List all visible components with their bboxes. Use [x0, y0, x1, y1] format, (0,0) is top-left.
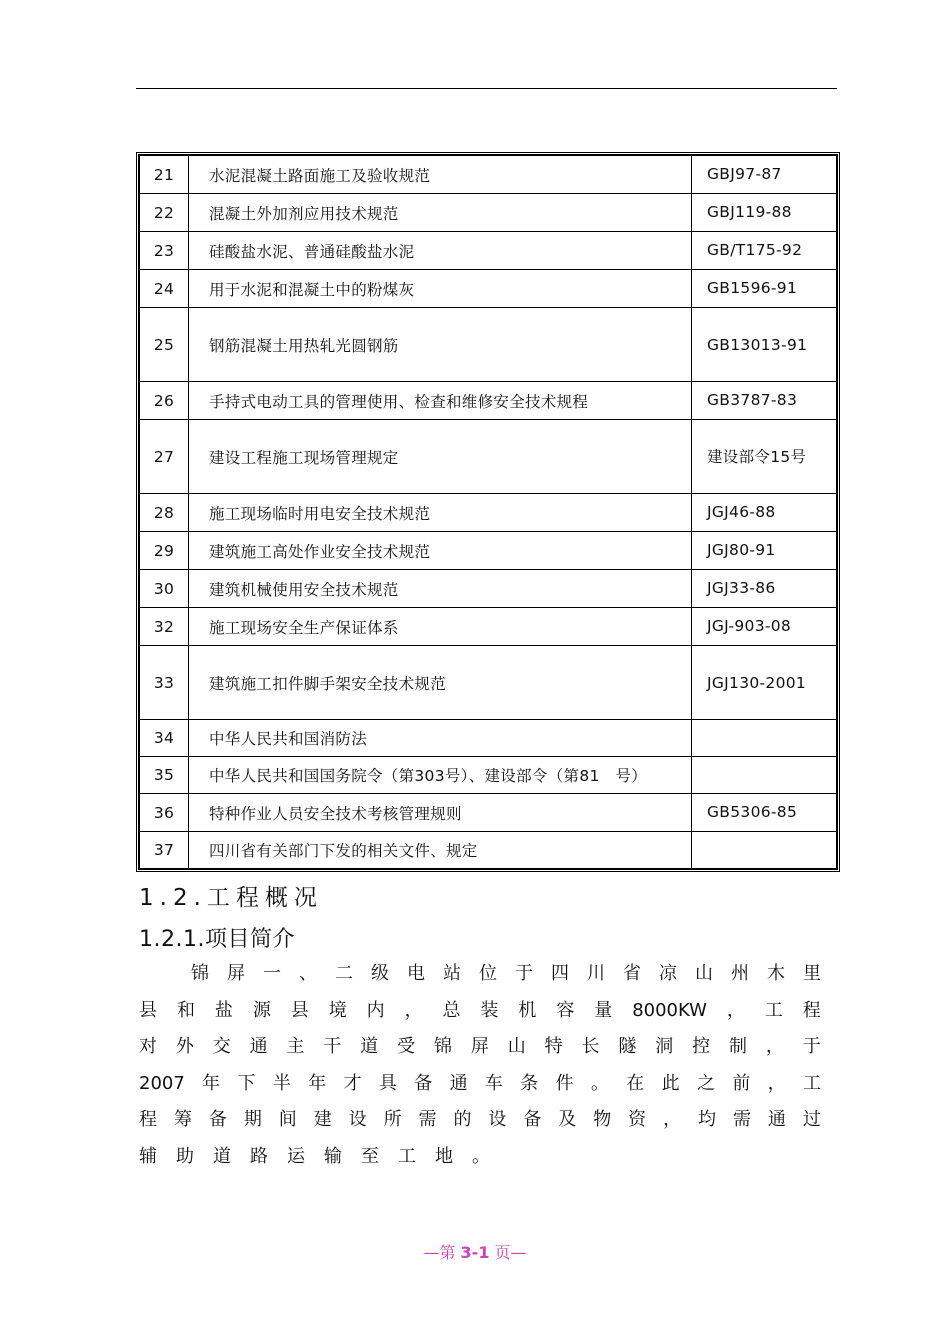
- standard-name: 建设工程施工现场管理规定: [189, 420, 692, 494]
- paragraph-token: 备: [414, 1072, 433, 1094]
- paragraph-token: 条: [520, 1072, 539, 1094]
- paragraph-token: 对: [139, 1036, 157, 1057]
- row-number: 28: [140, 494, 189, 532]
- paragraph-token: 长: [581, 1036, 600, 1057]
- row-number: 21: [140, 156, 189, 194]
- standard-code: GBJ97-87: [692, 156, 837, 194]
- table-row: [140, 382, 837, 420]
- standard-code: JGJ130-2001: [692, 646, 837, 720]
- paragraph-token: 、: [299, 963, 317, 984]
- paragraph-token: 程: [139, 1109, 157, 1130]
- paragraph-token: 年: [202, 1072, 221, 1094]
- table-row: [140, 156, 837, 194]
- table-row: [140, 532, 837, 570]
- paragraph-token: ，: [765, 1036, 784, 1057]
- footer-suffix: 页—: [489, 1243, 527, 1262]
- paragraph-token: 交: [212, 1036, 231, 1057]
- paragraph-token: 工: [803, 1072, 821, 1094]
- paragraph-token: 期: [243, 1109, 262, 1130]
- paragraph-line: [139, 1102, 821, 1139]
- paragraph-token: 道: [213, 1145, 231, 1167]
- paragraph-token: 受: [397, 1036, 416, 1057]
- paragraph-token: 装: [480, 999, 499, 1021]
- standard-name: 用于水泥和混凝土中的粉煤灰: [189, 270, 692, 308]
- row-number: 24: [140, 270, 189, 308]
- standard-name: 建筑施工扣件脚手架安全技术规范: [189, 646, 692, 720]
- paragraph-token: 所: [383, 1109, 402, 1130]
- standard-name: 四川省有关部门下发的相关文件、规定: [189, 832, 692, 869]
- standard-code: 建设部令15号: [692, 420, 837, 494]
- paragraph-token: 之: [696, 1072, 715, 1094]
- table-row: [140, 832, 837, 869]
- paragraph-token: 设: [348, 1109, 367, 1130]
- standard-name: 建筑机械使用安全技术规范: [189, 570, 692, 608]
- paragraph-token: 锦: [191, 963, 209, 984]
- standard-code: [692, 832, 837, 869]
- paragraph-token: 年: [308, 1072, 327, 1094]
- paragraph-token: 凉: [659, 963, 677, 984]
- table-row: [140, 420, 837, 494]
- table-row: [140, 720, 837, 757]
- paragraph-token: 备: [523, 1109, 542, 1130]
- paragraph-token: 程: [802, 999, 821, 1021]
- standard-name: 建筑施工高处作业安全技术规范: [189, 532, 692, 570]
- standard-code: [692, 757, 837, 794]
- standard-code: GB3787-83: [692, 382, 837, 420]
- paragraph-token: 工: [398, 1145, 416, 1167]
- paragraph-line: [139, 993, 821, 1030]
- standard-code: GBJ119-88: [692, 194, 837, 232]
- paragraph-token: 设: [488, 1109, 507, 1130]
- paragraph-line: [139, 1139, 821, 1176]
- paragraph-token: 建: [313, 1109, 332, 1130]
- paragraph-token: 屏: [470, 1036, 489, 1057]
- table-row: [140, 646, 837, 720]
- paragraph-token: 的: [453, 1109, 472, 1130]
- page-footer: [0, 1240, 950, 1263]
- paragraph-token: 件: [555, 1072, 574, 1094]
- subsection-heading: 1.2.1.项目简介: [139, 927, 295, 952]
- paragraph-token: 前: [732, 1072, 751, 1094]
- footer-prefix: —第: [423, 1243, 461, 1262]
- paragraph-token: 山: [507, 1036, 526, 1057]
- standard-name: 硅酸盐水泥、普通硅酸盐水泥: [189, 232, 692, 270]
- paragraph-token: 盐: [214, 999, 233, 1021]
- paragraph-token: 四: [551, 963, 569, 984]
- row-number: 36: [140, 794, 189, 832]
- paragraph-token: 位: [479, 963, 497, 984]
- project-intro-paragraph: [139, 956, 821, 1175]
- paragraph-token: 木: [767, 963, 785, 984]
- paragraph-token: 2007: [139, 1072, 185, 1094]
- row-number: 26: [140, 382, 189, 420]
- standard-code: JGJ80-91: [692, 532, 837, 570]
- paragraph-token: 备: [208, 1109, 227, 1130]
- paragraph-token: 容: [556, 999, 575, 1021]
- paragraph-token: 屏: [227, 963, 245, 984]
- paragraph-token: 在: [626, 1072, 645, 1094]
- page-number: 3-1: [460, 1243, 490, 1262]
- paragraph-token: 机: [518, 999, 537, 1021]
- paragraph-token: 县: [139, 999, 157, 1021]
- paragraph-token: 量: [594, 999, 613, 1021]
- paragraph-token: 助: [176, 1145, 194, 1167]
- row-number: 32: [140, 608, 189, 646]
- paragraph-token: 具: [378, 1072, 397, 1094]
- paragraph-token: 源: [252, 999, 271, 1021]
- table-row: [140, 608, 837, 646]
- paragraph-token: 和: [176, 999, 195, 1021]
- paragraph-token: 。: [590, 1072, 609, 1094]
- header-rule: [136, 88, 837, 89]
- paragraph-token: 特: [544, 1036, 563, 1057]
- paragraph-token: 县: [290, 999, 309, 1021]
- standard-code: GB1596-91: [692, 270, 837, 308]
- row-number: 35: [140, 757, 189, 794]
- table-row: [140, 757, 837, 794]
- standards-table-body: [140, 156, 837, 869]
- paragraph-token: 隧: [618, 1036, 637, 1057]
- standard-code: GB13013-91: [692, 308, 837, 382]
- paragraph-line: [139, 1029, 821, 1066]
- paragraph-token: 通: [767, 1109, 786, 1130]
- paragraph-token: 一: [263, 963, 281, 984]
- paragraph-token: 二: [335, 963, 353, 984]
- paragraph-token: 辅: [139, 1145, 157, 1167]
- paragraph-token: 地: [435, 1145, 453, 1167]
- row-number: 34: [140, 720, 189, 757]
- paragraph-token: 运: [287, 1145, 305, 1167]
- paragraph-token: 过: [802, 1109, 821, 1130]
- table-row: [140, 794, 837, 832]
- paragraph-token: 及: [558, 1109, 577, 1130]
- standard-name: 特种作业人员安全技术考核管理规则: [189, 794, 692, 832]
- row-number: 23: [140, 232, 189, 270]
- row-number: 30: [140, 570, 189, 608]
- paragraph-token: 通: [449, 1072, 468, 1094]
- paragraph-token: ，: [726, 999, 745, 1021]
- standards-table: [136, 152, 840, 872]
- standard-name: 混凝土外加剂应用技术规范: [189, 194, 692, 232]
- standard-name: 手持式电动工具的管理使用、检查和维修安全技术规程: [189, 382, 692, 420]
- table-row: [140, 494, 837, 532]
- paragraph-token: 锦: [434, 1036, 452, 1057]
- paragraph-token: 车: [484, 1072, 503, 1094]
- paragraph-token: 制: [729, 1036, 747, 1057]
- paragraph-token: 均: [698, 1109, 716, 1130]
- standard-code: GB5306-85: [692, 794, 837, 832]
- paragraph-token: 资: [628, 1109, 647, 1130]
- paragraph-line: [139, 956, 821, 993]
- paragraph-token: 川: [587, 963, 605, 984]
- paragraph-token: 山: [695, 963, 713, 984]
- paragraph-token: 州: [731, 963, 749, 984]
- paragraph-token: 总: [442, 999, 461, 1021]
- paragraph-token: 8000KW: [632, 999, 707, 1021]
- standard-code: JGJ46-88: [692, 494, 837, 532]
- paragraph-token: 省: [623, 963, 641, 984]
- paragraph-token: 间: [278, 1109, 297, 1130]
- section-heading: 1.2.工程概况: [139, 885, 323, 911]
- paragraph-token: 道: [360, 1036, 379, 1057]
- paragraph-token: 才: [343, 1072, 362, 1094]
- row-number: 37: [140, 832, 189, 869]
- paragraph-token: 需: [732, 1109, 751, 1130]
- table-row: [140, 194, 837, 232]
- standard-name: 施工现场临时用电安全技术规范: [189, 494, 692, 532]
- paragraph-token: 境: [328, 999, 347, 1021]
- paragraph-token: 电: [407, 963, 425, 984]
- standard-code: JGJ33-86: [692, 570, 837, 608]
- paragraph-token: 控: [692, 1036, 711, 1057]
- paragraph-token: 输: [324, 1145, 342, 1167]
- paragraph-token: 外: [175, 1036, 194, 1057]
- standard-name: 施工现场安全生产保证体系: [189, 608, 692, 646]
- paragraph-token: 内: [366, 999, 385, 1021]
- paragraph-token: 半: [272, 1072, 291, 1094]
- standard-code: JGJ-903-08: [692, 608, 837, 646]
- table-row: [140, 232, 837, 270]
- paragraph-token: ，: [404, 999, 423, 1021]
- row-number: 27: [140, 420, 189, 494]
- paragraph-token: 干: [323, 1036, 342, 1057]
- paragraph-token: 洞: [655, 1036, 674, 1057]
- table-row: [140, 270, 837, 308]
- standard-name: 中华人民共和国消防法: [189, 720, 692, 757]
- paragraph-token: 通: [249, 1036, 268, 1057]
- paragraph-token: 至: [361, 1145, 379, 1167]
- standard-code: GB/T175-92: [692, 232, 837, 270]
- paragraph-token: 需: [418, 1109, 437, 1130]
- paragraph-token: 筹: [173, 1109, 192, 1130]
- paragraph-token: ，: [663, 1109, 682, 1130]
- paragraph-line: [139, 1066, 821, 1103]
- standard-name: 中华人民共和国国务院令（第303号）、建设部令（第81 号）: [189, 757, 692, 794]
- paragraph-token: 里: [803, 963, 821, 984]
- paragraph-token: 于: [802, 1036, 821, 1057]
- paragraph-token: ，: [767, 1072, 786, 1094]
- row-number: 29: [140, 532, 189, 570]
- table-row: [140, 308, 837, 382]
- paragraph-token: 于: [515, 963, 533, 984]
- row-number: 33: [140, 646, 189, 720]
- paragraph-token: 下: [237, 1072, 256, 1094]
- paragraph-token: 。: [472, 1145, 490, 1167]
- standard-code: [692, 720, 837, 757]
- paragraph-token: 此: [661, 1072, 680, 1094]
- paragraph-token: 级: [371, 963, 389, 984]
- paragraph-token: 工: [764, 999, 783, 1021]
- paragraph-token: 站: [443, 963, 461, 984]
- paragraph-token: 路: [250, 1145, 268, 1167]
- standard-name: 水泥混凝土路面施工及验收规范: [189, 156, 692, 194]
- row-number: 25: [140, 308, 189, 382]
- row-number: 22: [140, 194, 189, 232]
- paragraph-token: 物: [593, 1109, 612, 1130]
- standard-name: 钢筋混凝土用热轧光圆钢筋: [189, 308, 692, 382]
- paragraph-token: 主: [286, 1036, 305, 1057]
- table-row: [140, 570, 837, 608]
